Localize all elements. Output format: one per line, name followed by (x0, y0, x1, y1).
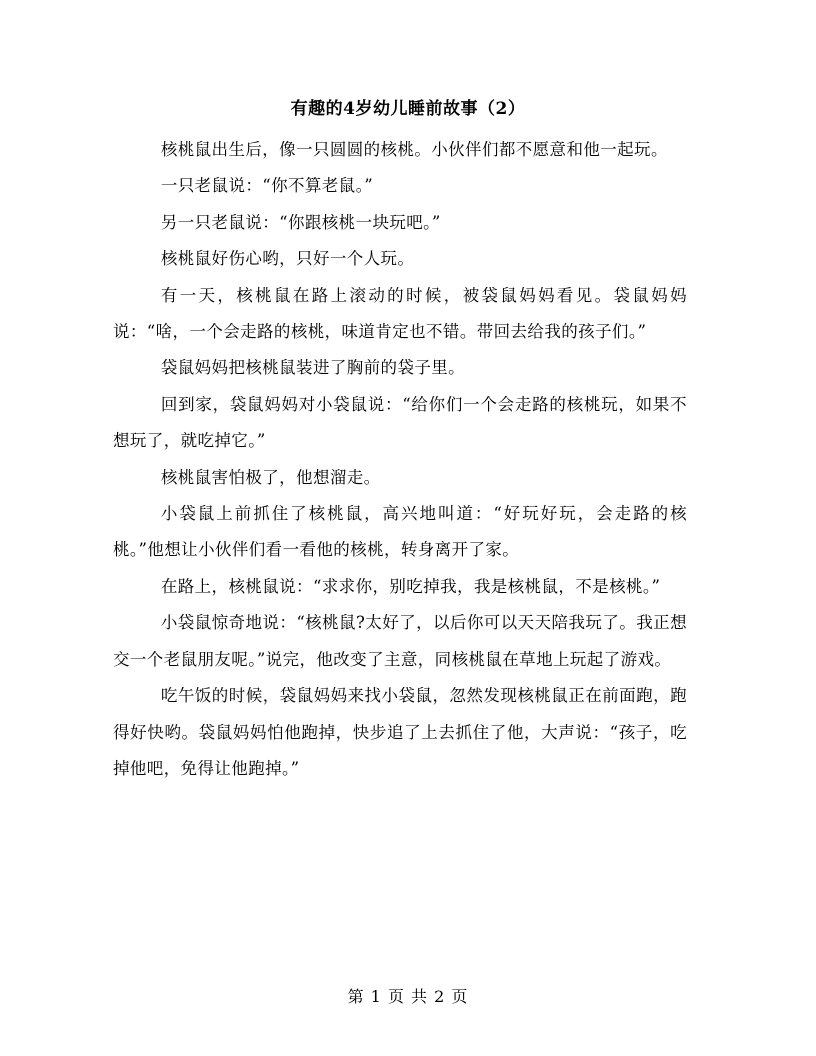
paragraph-4: 核桃鼠好伤心哟，只好一个人玩。 (160, 249, 415, 269)
paragraph-3: 另一只老鼠说：“你跟核桃一块玩吧。” (160, 212, 441, 232)
paragraph-2: 一只老鼠说：“你不算老鼠。” (160, 176, 374, 196)
paragraph-9: 小袋鼠上前抓住了核桃鼠，高兴地叫道：“好玩好玩，会走路的核桃。”他想让小伙伴们看一看他的核桃，转身离开了家。 (113, 504, 687, 560)
paragraph-7: 回到家，袋鼠妈妈对小袋鼠说：“给你们一个会走路的核桃玩，如果不想玩了，就吃掉它。” (113, 394, 687, 451)
paragraph-8: 核桃鼠害怕极了，他想溜走。 (160, 467, 381, 487)
paragraph-5: 有一天，核桃鼠在路上滚动的时候，被袋鼠妈妈看见。袋鼠妈妈说：“啥，一个会走路的核桃，味道肯定也不错。带回去给我的孩子们。” (113, 285, 687, 342)
paragraph-1: 核桃鼠出生后，像一只圆圆的核桃。小伙伴们都不愿意和他一起玩。 (160, 140, 668, 159)
story-body (113, 132, 687, 787)
page-footer: 第 1 页 共 2 页 (347, 987, 469, 1006)
paragraph-6: 袋鼠妈妈把核桃鼠装进了胸前的袋子里。 (160, 358, 466, 378)
paragraph-12: 吃午饭的时候，袋鼠妈妈来找小袋鼠，忽然发现核桃鼠正在前面跑，跑得好快哟。袋鼠妈妈怕他跑掉，快步追了上去抓住了他，大声说：“孩子，吃掉他吧，免得让他跑掉。” (113, 686, 687, 778)
paragraph-10: 在路上，核桃鼠说：“求求你，别吃掉我，我是核桃鼠，不是核桃。” (160, 576, 661, 596)
document-title: 有趣的4岁幼儿睡前故事（2） (290, 99, 526, 119)
paragraph-11: 小袋鼠惊奇地说：“核桃鼠?太好了，以后你可以天天陪我玩了。我正想交一个老鼠朋友呢。”说完，他改变了主意，同核桃鼠在草地上玩起了游戏。 (113, 613, 687, 669)
